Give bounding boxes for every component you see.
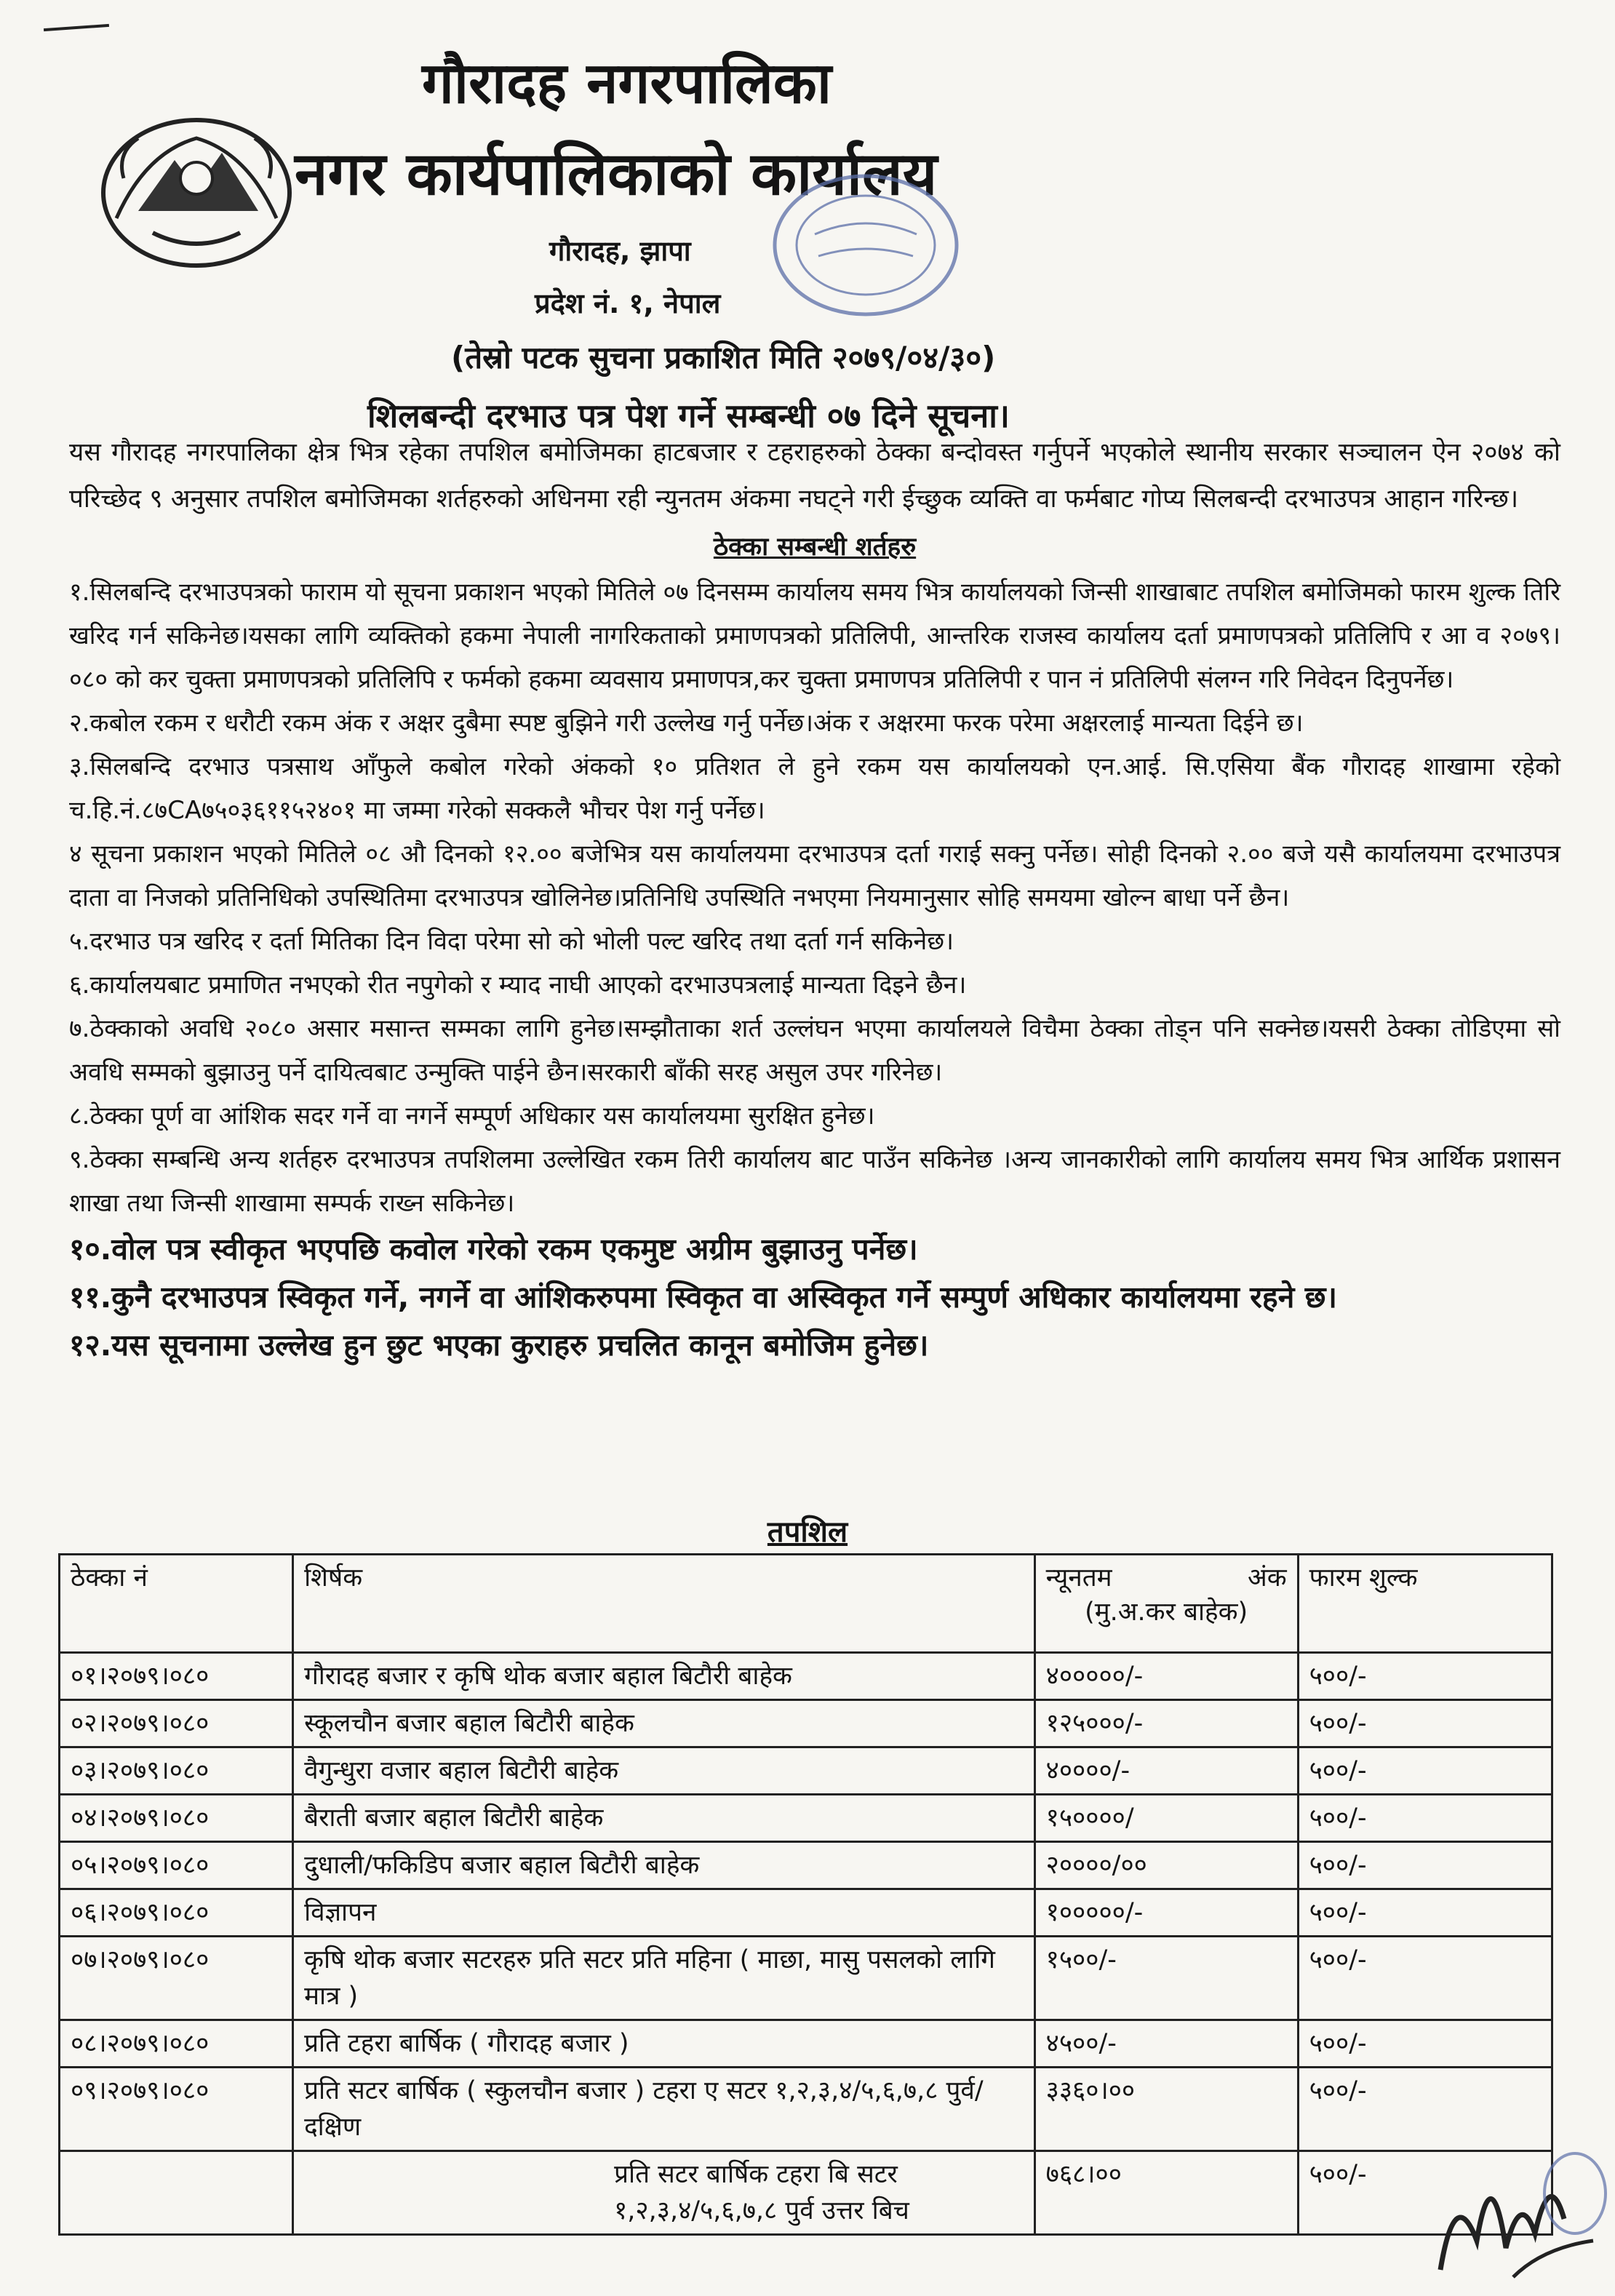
cell-form-fee: ५००/-: [1298, 1842, 1552, 1889]
col-header-title: शिर्षक: [293, 1555, 1035, 1653]
cell-minimum: १०००००/-: [1034, 1889, 1298, 1937]
condition-10: १०.वोल पत्र स्वीकृत भएपछि कवोल गरेको रकम एकमुष्ट अग्रीम बुझाउनु पर्नेछ।: [69, 1232, 918, 1267]
col-header-minimum-note: (मु.अ.कर बाहेक): [1085, 1598, 1248, 1627]
cell-contract-no: ०७।२०७९।०८०: [60, 1937, 293, 2020]
table-row: [60, 1842, 1552, 1889]
table-row: [60, 2020, 1552, 2068]
cell-title: गौरादह बजार र कृषि थोक बजार बहाल बिटौरी बाहेक: [293, 1653, 1035, 1700]
cell-title: दुधाली/फकिडिप बजार बहाल बिटौरी बाहेक: [293, 1842, 1035, 1889]
cell-title: विज्ञापन: [293, 1889, 1035, 1937]
cell-contract-no: ०९।२०७९।०८०: [60, 2068, 293, 2151]
cell-form-fee: ५००/-: [1298, 2068, 1552, 2151]
condition-1: १.सिलबन्दि दरभाउपत्रको फाराम यो सूचना प्रकाशन भएको मितिले ०७ दिनसम्म कार्यालय समय भित्र कार्यालयको जिन्सी शाखाबाट तपशिल बमोजिमको फारम शुल्क तिरि खरिद गर्न सकिनेछ।यसका लागि व्यक्तिको हकमा नेपाली नागरिकताको प्रमाणपत्रको प्रतिलिपी, आन्तरिक राजस्व कार्यालय दर्ता प्रमाणपत्रको प्रतिलिपि र आ व २०७९।०८० को कर चुक्ता प्रमाणपत्रको प्रतिलिपि र फर्मको हकमा व्यवसाय प्रमाणपत्र,कर चुक्ता प्रमाणपत्र प्रतिलिपी र पान नं प्रतिलिपी संलग्न गरि निवेदन दिनुपर्नेछ।: [69, 578, 1560, 694]
table-header-row: [60, 1555, 1552, 1653]
address-line-1: गौरादह, झापा: [549, 235, 691, 267]
cell-form-fee: ५००/-: [1298, 1747, 1552, 1795]
office-name: गौरादह नगरपालिका: [422, 51, 832, 116]
cell-form-fee: ५००/-: [1298, 1653, 1552, 1700]
cell-minimum: १५००००/: [1034, 1795, 1298, 1842]
cell-contract-no: [60, 2151, 293, 2235]
condition-3: ३.सिलबन्दि दरभाउ पत्रसाथ आँफुले कबोल गरेको अंकको १० प्रतिशत ले हुने रकम यस कार्यालयको एन.आई. सि.एसिया बैंक गौरादह शाखामा रहेको च.हि.नं.८७CA७५०३६११५२४०१ मा जम्मा गरेको सक्कलै भौचर पेश गर्नु पर्नेछ।: [69, 752, 1560, 825]
col-header-minimum-a: न्यूनतम: [1045, 1563, 1112, 1593]
cell-minimum: २००००/००: [1034, 1842, 1298, 1889]
cell-contract-no: ०४।२०७९।०८०: [60, 1795, 293, 1842]
table-row: [60, 2151, 1552, 2235]
table-row: [60, 1653, 1552, 1700]
nepal-emblem-icon: [95, 109, 298, 276]
condition-7: ७.ठेक्काको अवधि २०८० असार मसान्त सम्मका लागि हुनेछ।सम्झौताका शर्त उल्लंघन भएमा कार्यालयले विचैमा ठेक्का तोड्न पनि सक्नेछ।यसरी ठेक्का तोडिएमा सो अवधि सम्मको बुझाउनु पर्ने दायित्वबाट उन्मुक्ति पाईने छैन।सरकारी बाँकी सरह असुल उपर गरिनेछ।: [69, 1014, 1560, 1087]
cell-form-fee: ५००/-: [1298, 1795, 1552, 1842]
cell-form-fee: ५००/-: [1298, 1700, 1552, 1747]
table-row: [60, 1795, 1552, 1842]
condition-2: २.कबोल रकम र धरौटी रकम अंक र अक्षर दुबैमा स्पष्ट बुझिने गरी उल्लेख गर्नु पर्नेछ।अंक र अक्षरमा फरक परेमा अक्षरलाई मान्यता दिईने छ।: [69, 709, 1304, 738]
schedule-table: [58, 1553, 1553, 2236]
cell-contract-no: ०८।२०७९।०८०: [60, 2020, 293, 2068]
col-header-form-fee: फारम शुल्क: [1298, 1555, 1552, 1653]
office-stamp-icon: [764, 162, 968, 329]
condition-12: १२.यस सूचनामा उल्लेख हुन छुट भएका कुराहरु प्रचलित कानून बमोजिम हुनेछ।: [69, 1328, 929, 1363]
condition-5: ५.दरभाउ पत्र खरिद र दर्ता मितिका दिन विदा परेमा सो को भोली पल्ट खरिद तथा दर्ता गर्न सकिनेछ।: [69, 927, 954, 956]
cell-minimum: १२५०००/-: [1034, 1700, 1298, 1747]
condition-6: ६.कार्यालयबाट प्रमाणित नभएको रीत नपुगेको र म्याद नाघी आएको दरभाउपत्रलाई मान्यता दिइने छैन।: [69, 970, 967, 1000]
office-subtitle: नगर कार्यपालिकाको कार्यालय: [295, 140, 938, 209]
table-row: [60, 1747, 1552, 1795]
condition-9: ९.ठेक्का सम्बन्धि अन्य शर्तहरु दरभाउपत्र तपशिलमा उल्लेखित रकम तिरी कार्यालय बाट पाउँन सकिनेछ ।अन्य जानकारीको लागि कार्यालय समय भित्र आर्थिक प्रशासन शाखा तथा जिन्सी शाखामा सम्पर्क राख्न सकिनेछ।: [69, 1145, 1560, 1218]
condition-8: ८.ठेक्का पूर्ण वा आंशिक सदर गर्ने वा नगर्ने सम्पूर्ण अधिकार यस कार्यालयमा सुरक्षित हुनेछ।: [69, 1101, 875, 1131]
notice-body: [69, 429, 1560, 1369]
cell-form-fee: ५००/-: [1298, 2151, 1552, 2235]
cell-title: बैराती बजार बहाल बिटौरी बाहेक: [293, 1795, 1035, 1842]
notice-intro: यस गौरादह नगरपालिका क्षेत्र भित्र रहेका तपशिल बमोजिमका हाटबजार र टहराहरुको ठेक्का बन्दोवस्त गर्नुपर्ने भएकोले स्थानीय सरकार सञ्चालन ऐन २०७४ को परिच्छेद ९ अनुसार तपशिल बमोजिमका शर्तहरुको अधिनमा रही न्युनतम अंकमा नघट्ने गरी ईच्छुक व्यक्ति वा फर्मबाट गोप्य सिलबन्दी दरभाउपत्र आहान गरिन्छ।: [69, 438, 1560, 514]
cell-minimum: ४०००००/-: [1034, 1653, 1298, 1700]
table-row: [60, 1889, 1552, 1937]
cell-contract-no: ०१।२०७९।०८०: [60, 1653, 293, 1700]
cell-title: प्रति सटर बार्षिक ( स्कुलचौन बजार ) टहरा ए सटर १,२,३,४/५,६,७,८ पुर्व/ दक्षिण: [293, 2068, 1035, 2151]
cell-minimum: ४००००/-: [1034, 1747, 1298, 1795]
schedule-heading: तपशिल: [767, 1515, 848, 1549]
cell-title: प्रति सटर बार्षिक टहरा बि सटर १,२,३,४/५,६,७,८ पुर्व उत्तर बिच: [293, 2151, 1035, 2235]
table-row: [60, 2068, 1552, 2151]
notice-title: शिलबन्दी दरभाउ पत्र पेश गर्ने सम्बन्धी ०७ दिने सूचना।: [367, 396, 1010, 435]
cell-contract-no: ०६।२०७९।०८०: [60, 1889, 293, 1937]
col-header-minimum: [1034, 1555, 1298, 1653]
cell-form-fee: ५००/-: [1298, 1889, 1552, 1937]
table-row: [60, 1700, 1552, 1747]
address-line-2: प्रदेश नं. १, नेपाल: [535, 287, 721, 319]
corner-dash-mark: [44, 24, 109, 31]
cell-minimum: ७६८।००: [1034, 2151, 1298, 2235]
table-row: [60, 1937, 1552, 2020]
cell-form-fee: ५००/-: [1298, 2020, 1552, 2068]
cell-title: स्कूलचौन बजार बहाल बिटौरी बाहेक: [293, 1700, 1035, 1747]
cell-form-fee: ५००/-: [1298, 1937, 1552, 2020]
signature-icon: [1426, 2124, 1608, 2292]
conditions-heading: ठेक्का सम्बन्धी शर्तहरु: [713, 533, 917, 562]
cell-contract-no: ०५।२०७९।०८०: [60, 1842, 293, 1889]
col-header-minimum-b: अंक: [1247, 1563, 1287, 1593]
cell-minimum: ३३६०।००: [1034, 2068, 1298, 2151]
cell-title: प्रति टहरा बार्षिक ( गौरादह बजार ): [293, 2020, 1035, 2068]
cell-minimum: ४५००/-: [1034, 2020, 1298, 2068]
cell-title: वैगुन्धुरा वजार बहाल बिटौरी बाहेक: [293, 1747, 1035, 1795]
cell-contract-no: ०३।२०७९।०८०: [60, 1747, 293, 1795]
cell-minimum: १५००/-: [1034, 1937, 1298, 2020]
condition-11: ११.कुनै दरभाउपत्र स्विकृत गर्ने, नगर्ने वा आंशिकरुपमा स्विकृत वा अस्विकृत गर्ने सम्पुर्ण अधिकार कार्यालयमा रहने छ।: [69, 1280, 1337, 1315]
condition-4: ४ सूचना प्रकाशन भएको मितिले ०८ औ दिनको १२.०० बजेभित्र यस कार्यालयमा दरभाउपत्र दर्ता गराई सक्नु पर्नेछ। सोही दिनको २.०० बजे यसै कार्यालयमा दरभाउपत्र दाता वा निजको प्रतिनिधिको उपस्थितिमा दरभाउपत्र खोलिनेछ।प्रतिनिधि उपस्थिति नभएमा नियमानुसार सोहि समयमा खोल्न बाधा पर्ने छैन।: [69, 840, 1560, 912]
notice-publish-date: (तेस्रो पटक सुचना प्रकाशित मिति २०७९/०४/३०): [451, 340, 996, 375]
cell-title: कृषि थोक बजार सटरहरु प्रति सटर प्रति महिना ( माछा, मासु पसलको लागि मात्र ): [293, 1937, 1035, 2020]
cell-contract-no: ०२।२०७९।०८०: [60, 1700, 293, 1747]
col-header-contract-no: ठेक्का नं: [60, 1555, 293, 1653]
